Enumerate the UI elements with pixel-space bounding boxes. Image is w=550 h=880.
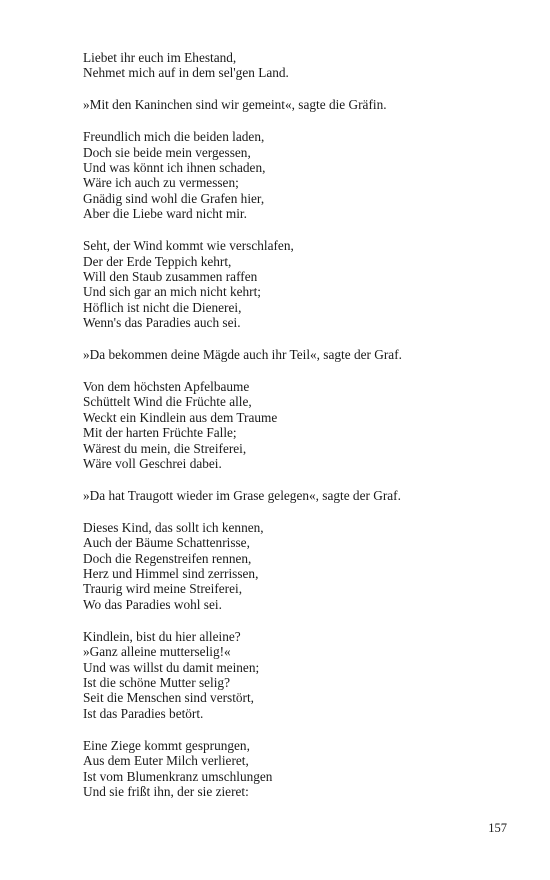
text-line: Mit der harten Früchte Falle; [83, 425, 237, 441]
text-line: Und was könnt ich ihnen schaden, [83, 160, 266, 176]
prose-paragraph [83, 488, 503, 503]
text-line: Freundlich mich die beiden laden, [83, 129, 265, 145]
stanza [83, 129, 503, 221]
page-number: 157 [488, 821, 507, 835]
text-line: Weckt ein Kindlein aus dem Traume [83, 409, 278, 425]
prose-paragraph [83, 347, 503, 362]
text-line: Seit die Menschen sind verstört, [83, 690, 254, 706]
text-line: Ist vom Blumenkranz umschlungen [83, 768, 273, 784]
prose-paragraph [83, 97, 503, 112]
text-line: »Da hat Traugott wieder im Grase gelegen«, sagte der Graf. [83, 487, 401, 503]
text-line: Der der Erde Teppich kehrt, [83, 253, 232, 269]
text-line: Wenn's das Paradies auch sei. [83, 315, 241, 331]
stanza [83, 629, 503, 721]
stanza [83, 50, 503, 81]
text-line: Wo das Paradies wohl sei. [83, 596, 222, 612]
text-line: Wärest du mein, die Streiferei, [83, 440, 247, 456]
text-line: »Da bekommen deine Mägde auch ihr Teil«, sagte der Graf. [83, 347, 402, 363]
text-line: »Mit den Kaninchen sind wir gemeint«, sagte die Gräfin. [83, 97, 387, 113]
text-line: Und sich gar an mich nicht kehrt; [83, 284, 261, 300]
text-line: Eine Ziege kommt gesprungen, [83, 737, 250, 753]
text-line: Kindlein, bist du hier alleine? [83, 628, 241, 644]
text-line: Herz und Himmel sind zerrissen, [83, 566, 259, 582]
text-line: Wäre voll Geschrei dabei. [83, 456, 222, 472]
text-line: Höflich ist nicht die Dienerei, [83, 299, 242, 315]
text-line: Aus dem Euter Milch verlieret, [83, 753, 249, 769]
text-line: Von dem höchsten Apfelbaume [83, 379, 250, 394]
text-line: Auch der Bäume Schattenrisse, [83, 535, 250, 551]
text-line: Will den Staub zusammen raffen [83, 268, 258, 284]
text-line: Nehmet mich auf in dem sel'gen Land. [83, 65, 289, 81]
text-line: Schüttelt Wind die Früchte alle, [83, 394, 252, 410]
text-line: Gnädig sind wohl die Grafen hier, [83, 190, 265, 206]
stanza [83, 520, 503, 612]
page-text [83, 50, 503, 816]
text-line: Liebet ihr euch im Ehestand, [83, 50, 237, 65]
text-line: Ist die schöne Mutter selig? [83, 675, 230, 690]
text-line: Seht, der Wind kommt wie verschlafen, [83, 238, 294, 254]
text-line: Und sie frißt ihn, der sie zieret: [83, 783, 249, 799]
stanza [83, 238, 503, 330]
stanza [83, 379, 503, 471]
text-line: Aber die Liebe ward nicht mir. [83, 206, 247, 222]
text-line: Doch die Regenstreifen rennen, [83, 550, 252, 566]
text-line: Traurig wird meine Streiferei, [83, 581, 243, 597]
text-line: Ist das Paradies betört. [83, 705, 204, 721]
text-line: »Ganz alleine mutterselig!« [83, 644, 231, 660]
stanza [83, 738, 503, 800]
text-line: Doch sie beide mein vergessen, [83, 144, 251, 160]
text-line: Dieses Kind, das sollt ich kennen, [83, 519, 264, 535]
text-line: Und was willst du damit meinen; [83, 659, 260, 675]
text-line: Wäre ich auch zu vermessen; [83, 175, 239, 191]
